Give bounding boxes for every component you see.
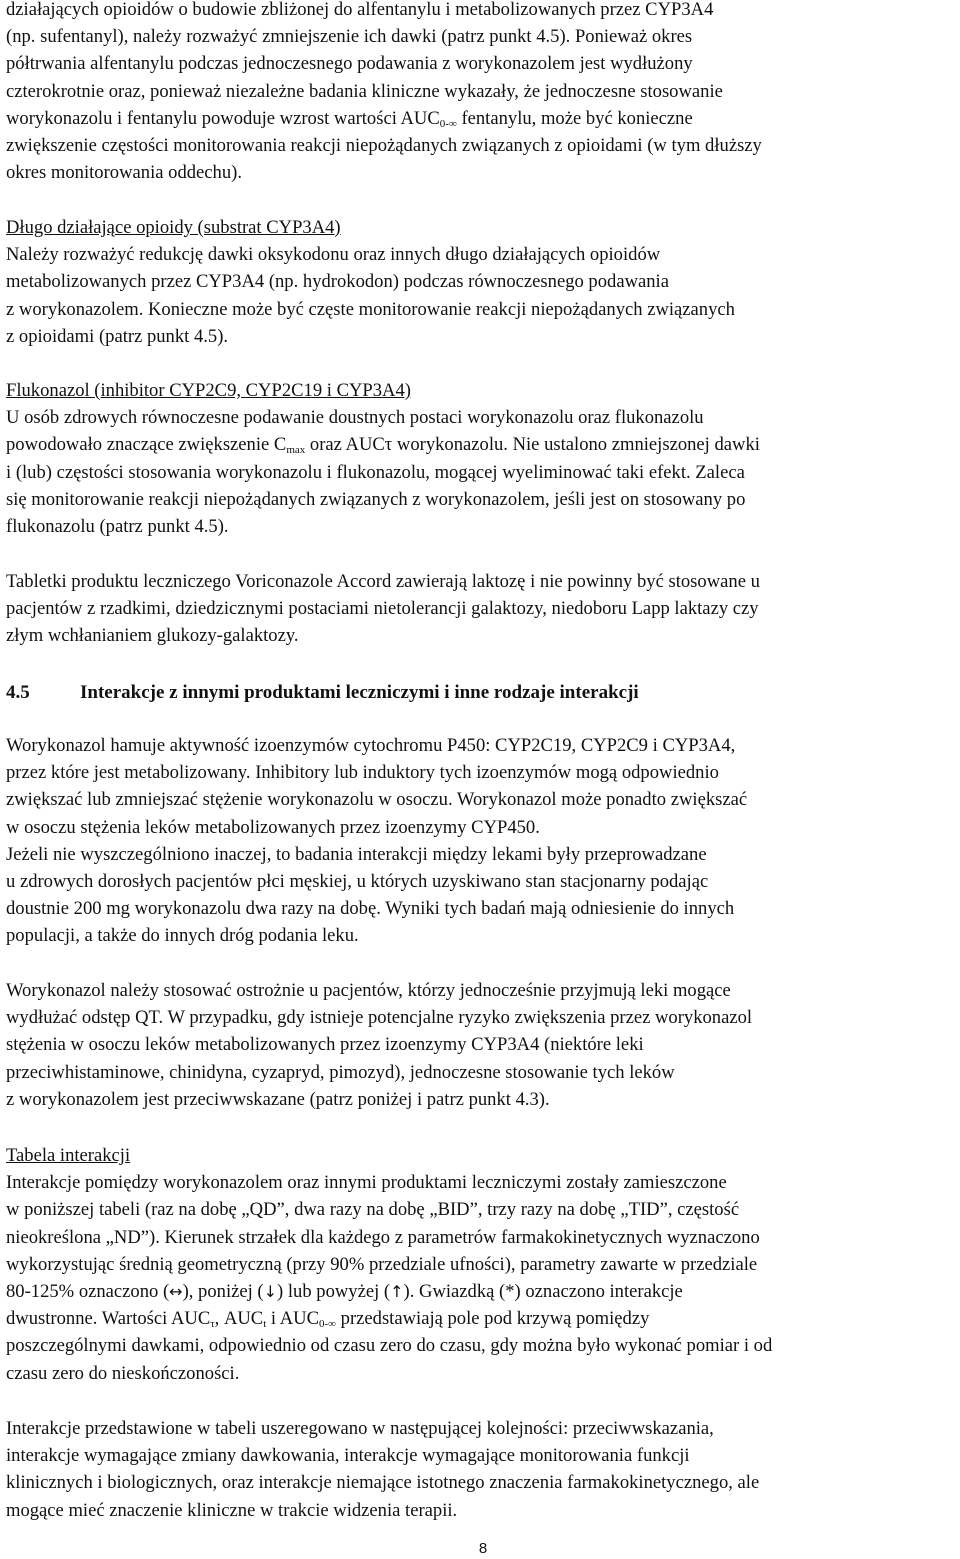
text-line: powodowało znaczące zwiększenie $C_{max}$ oraz AUCτ worykonazolu. Nie ustalono zmniejszonej dawki (6, 434, 760, 457)
paragraph-cyp450 (6, 732, 747, 950)
text-line: w poniższej tabeli (raz na dobę „QD”, dwa razy na dobę „BID”, trzy razy na dobę „TID”, częstość (6, 1199, 740, 1221)
text-line: zwiększać lub zmniejszać stężenie worykonazolu w osoczu. Worykonazol może ponadto zwiększać (6, 789, 748, 811)
subsection-title: Flukonazol (inhibitor CYP2C9, CYP2C19 i CYP3A4) (6, 380, 411, 401)
paragraph-opioids-alfentanil (6, 0, 762, 186)
text-line: interakcje wymagające zmiany dawkowania, interakcje wymagające monitorowania funkcji (6, 1445, 690, 1467)
text-line: dwustronne. Wartości $AUC_\tau$, $AUC_t$ i $AUC_{0-\infty}$ przedstawiają pole pod krzywą pomiędzy (6, 1308, 650, 1331)
text-line: u zdrowych dorosłych pacjentów płci męskiej, u których uzyskiwano stan stacjonarny podając (6, 871, 709, 893)
text-line: z worykonazolem jest przeciwwskazane (patrz poniżej i patrz punkt 4.3). (6, 1088, 550, 1110)
text-line: Worykonazol należy stosować ostrożnie u pacjentów, którzy jednocześnie przyjmują leki mogące (6, 980, 731, 1001)
text-line: półtrwania alfentanylu podczas jednoczesnego podawania z worykonazolem jest wydłużony (6, 53, 693, 75)
text-line: nieokreślona „ND”). Kierunek strzałek dla każdego z parametrów farmakokinetycznych wyznaczono (6, 1226, 760, 1248)
section-title: Interakcje z innymi produktami leczniczymi i inne rodzaje interakcji (80, 682, 639, 703)
text-line: złym wchłanianiem glukozy-galaktozy. (6, 625, 299, 647)
section-number: 4.5 (6, 682, 30, 703)
paragraph-qt-interval (6, 977, 752, 1113)
text-line: okres monitorowania oddechu). (6, 162, 242, 184)
text-line: worykonazolu i fentanylu powoduje wzrost wartości $AUC_{0-\infty}$ fentanylu, może być konieczne (6, 107, 693, 130)
paragraph-long-acting-opioids (6, 214, 735, 350)
text-line: (np. sufentanyl), należy rozważyć zmniejszenie ich dawki (patrz punkt 4.5). Ponieważ okres (6, 26, 693, 48)
arrow-up-icon: ↑ (390, 1282, 404, 1302)
text-line: wydłużać odstęp QT. W przypadku, gdy istnieje potencjalne ryzyko zwiększenia przez worykonazol (6, 1007, 753, 1029)
text-line: mogące mieć znaczenie kliniczne w trakcie widzenia terapii. (6, 1499, 458, 1521)
text-line: Jeżeli nie wyszczególniono inaczej, to badania interakcji między lekami były przeprowadzane (6, 843, 707, 865)
text-line: flukonazolu (patrz punkt 4.5). (6, 516, 229, 538)
text-line: przez które jest metabolizowany. Inhibitory lub induktory tych izoenzymów mogą odpowiednio (6, 762, 719, 784)
text-line: stężenia w osoczu leków metabolizowanych przez izoenzymy CYP3A4 (niektóre leki (6, 1034, 644, 1056)
subsection-title: Długo działające opioidy (substrat CYP3A4) (6, 217, 341, 238)
text-line: czasu zero do nieskończoności. (6, 1362, 240, 1384)
text-line: Interakcje pomiędzy worykonazolem oraz innymi produktami leczniczymi zostały zamieszczone (6, 1172, 727, 1194)
paragraph-table-order (6, 1415, 759, 1524)
arrow-both-icon: ↔ (169, 1282, 183, 1302)
text-line: Interakcje przedstawione w tabeli uszeregowano w następującej kolejności: przeciwwskazania, (6, 1418, 714, 1439)
subsection-title: Tabela interakcji (6, 1145, 131, 1166)
arrow-down-icon: ↓ (263, 1282, 278, 1302)
text-line: działających opioidów o budowie zbliżonej do alfentanylu i metabolizowanych przez CYP3A4 (6, 0, 714, 20)
text-line: U osób zdrowych równoczesne podawanie doustnych postaci worykonazolu oraz flukonazolu (6, 407, 704, 429)
section-heading (6, 679, 639, 706)
text-line: Należy rozważyć redukcję dawki oksykodonu oraz innych długo działających opioidów (6, 244, 661, 266)
text-line: poszczególnymi dawkami, odpowiednio od czasu zero do czasu, gdy można było wykonać pomiar i od (6, 1335, 773, 1357)
text-line: 80-125% oznaczono (↔), poniżej (↓) lub powyżej (↑). Gwiazdką (*) oznaczono interakcje (6, 1281, 683, 1303)
text-line: Worykonazol hamuje aktywność izoenzymów cytochromu P450: CYP2C19, CYP2C9 i CYP3A4, (6, 735, 736, 756)
text-line: populacji, a także do innych dróg podania leku. (6, 925, 359, 947)
text-line: metabolizowanych przez CYP3A4 (np. hydrokodon) podczas równoczesnego podawania (6, 271, 669, 293)
paragraph-fluconazole (6, 377, 760, 540)
text-line: w osoczu stężenia leków metabolizowanych przez izoenzymy CYP450. (6, 816, 540, 838)
page-number: 8 (478, 1540, 488, 1557)
text-line: klinicznych i biologicznych, oraz interakcje niemające istotnego znaczenia farmakokinetycznego, ale (6, 1472, 760, 1494)
text-line: i (lub) częstości stosowania worykonazolu i flukonazolu, mogącej wyeliminować taki efekt. Zaleca (6, 461, 745, 483)
text-line: z opioidami (patrz punkt 4.5). (6, 325, 229, 347)
text-line: Tabletki produktu leczniczego Voriconazole Accord zawierają laktozę i nie powinny być stosowane u (6, 571, 760, 592)
text-line: z worykonazolem. Konieczne może być częste monitorowanie reakcji niepożądanych związanych (6, 298, 735, 320)
paragraph-interaction-table (6, 1142, 772, 1387)
text-line: przeciwhistaminowe, chinidyna, cyzapryd, pimozyd), jednoczesne stosowanie tych leków (6, 1061, 675, 1083)
text-line: się monitorowanie reakcji niepożądanych związanych z worykonazolem, jeśli jest on stosowany po (6, 488, 746, 510)
text-line: zwiększenie częstości monitorowania reakcji niepożądanych związanych z opioidami (w tym dłuższy (6, 135, 762, 157)
text-line: czterokrotnie oraz, ponieważ niezależne badania kliniczne wykazały, że jednoczesne stosowanie (6, 80, 723, 102)
text-line: wykorzystując średnią geometryczną (przy 90% przedziale ufności), parametry zawarte w przedziale (6, 1253, 758, 1275)
text-line: pacjentów z rzadkimi, dziedzicznymi postaciami nietolerancji galaktozy, niedoboru Lapp laktazy czy (6, 598, 759, 620)
text-line: doustnie 200 mg worykonazolu dwa razy na dobę. Wyniki tych badań mają odniesienie do innych (6, 898, 735, 920)
paragraph-lactose (6, 568, 760, 650)
